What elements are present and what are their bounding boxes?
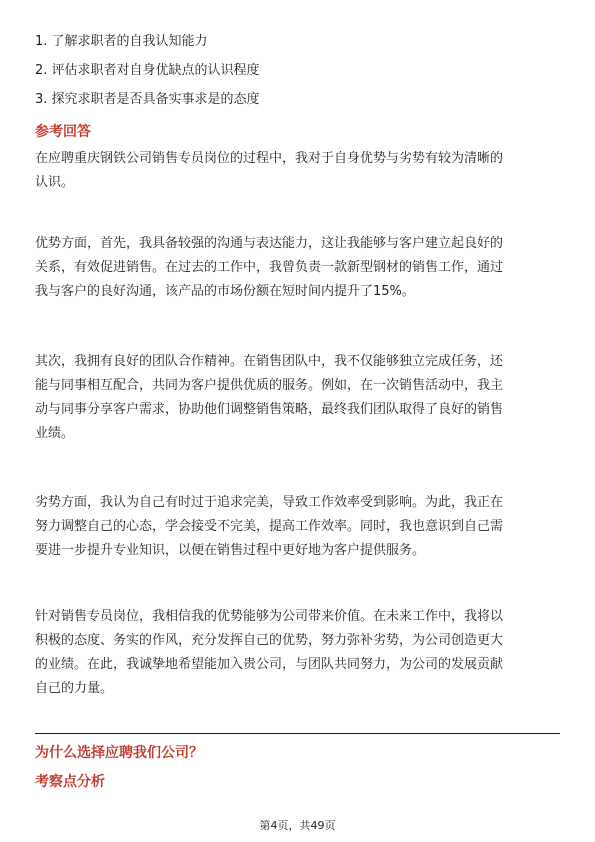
next-question-heading: 为什么选择应聘我们公司？ (35, 745, 203, 761)
paragraph-line: 的业绩。在此，我诚挚地希望能加入贵公司，与团队共同努力，为公司的发展贡献 (35, 657, 504, 672)
answer-paragraph-4 (35, 491, 560, 563)
paragraph-line: 我与客户的良好沟通，该产品的市场份额在短时间内提升了15%。 (35, 284, 415, 299)
question-point-3: 3. 探究求职者是否具备实事求是的态度 (35, 92, 260, 107)
paragraph-line: 其次，我拥有良好的团队合作精神。在销售团队中，我不仅能够独立完成任务，还 (35, 354, 504, 369)
question-point-2: 2. 评估求职者对自身优缺点的认识程度 (35, 63, 260, 78)
paragraph-line: 动与同事分享客户需求，协助他们调整销售策略，最终我们团队取得了良好的销售 (35, 402, 504, 417)
answer-paragraph-1 (35, 147, 560, 195)
paragraph-line: 要进一步提升专业知识，以便在销售过程中更好地为客户提供服务。 (35, 543, 426, 558)
paragraph-line: 优势方面，首先，我具备较强的沟通与表达能力，这让我能够与客户建立起良好的 (35, 236, 504, 251)
paragraph-line: 在应聘重庆钢铁公司销售专员岗位的过程中，我对于自身优势与劣势有较为清晰的 (35, 151, 504, 166)
section-divider (35, 733, 560, 734)
answer-paragraph-2 (35, 232, 560, 304)
paragraph-line: 自己的力量。 (35, 681, 114, 696)
paragraph-line: 劣势方面，我认为自己有时过于追求完美，导致工作效率受到影响。为此，我正在 (35, 495, 504, 510)
paragraph-line: 业绩。 (35, 426, 75, 441)
paragraph-line: 努力调整自己的心态，学会接受不完美，提高工作效率。同时，我也意识到自己需 (35, 519, 504, 534)
paragraph-line: 积极的态度、务实的作风，充分发挥自己的优势，努力弥补劣势，为公司创造更大 (35, 633, 504, 648)
paragraph-line: 能与同事相互配合，共同为客户提供优质的服务。例如，在一次销售活动中，我主 (35, 378, 504, 393)
page-number-footer: 第4页，共49页 (259, 819, 336, 832)
answer-heading: 参考回答 (35, 124, 91, 140)
answer-paragraph-3 (35, 350, 560, 446)
question-point-1: 1. 了解求职者的自我认知能力 (35, 34, 208, 49)
paragraph-line: 认识。 (35, 175, 75, 190)
analysis-heading: 考察点分析 (35, 774, 105, 790)
paragraph-line: 针对销售专员岗位，我相信我的优势能够为公司带来价值。在未来工作中，我将以 (35, 609, 504, 624)
answer-paragraph-5 (35, 605, 560, 701)
paragraph-line: 关系，有效促进销售。在过去的工作中，我曾负责一款新型钢材的销售工作，通过 (35, 260, 504, 275)
